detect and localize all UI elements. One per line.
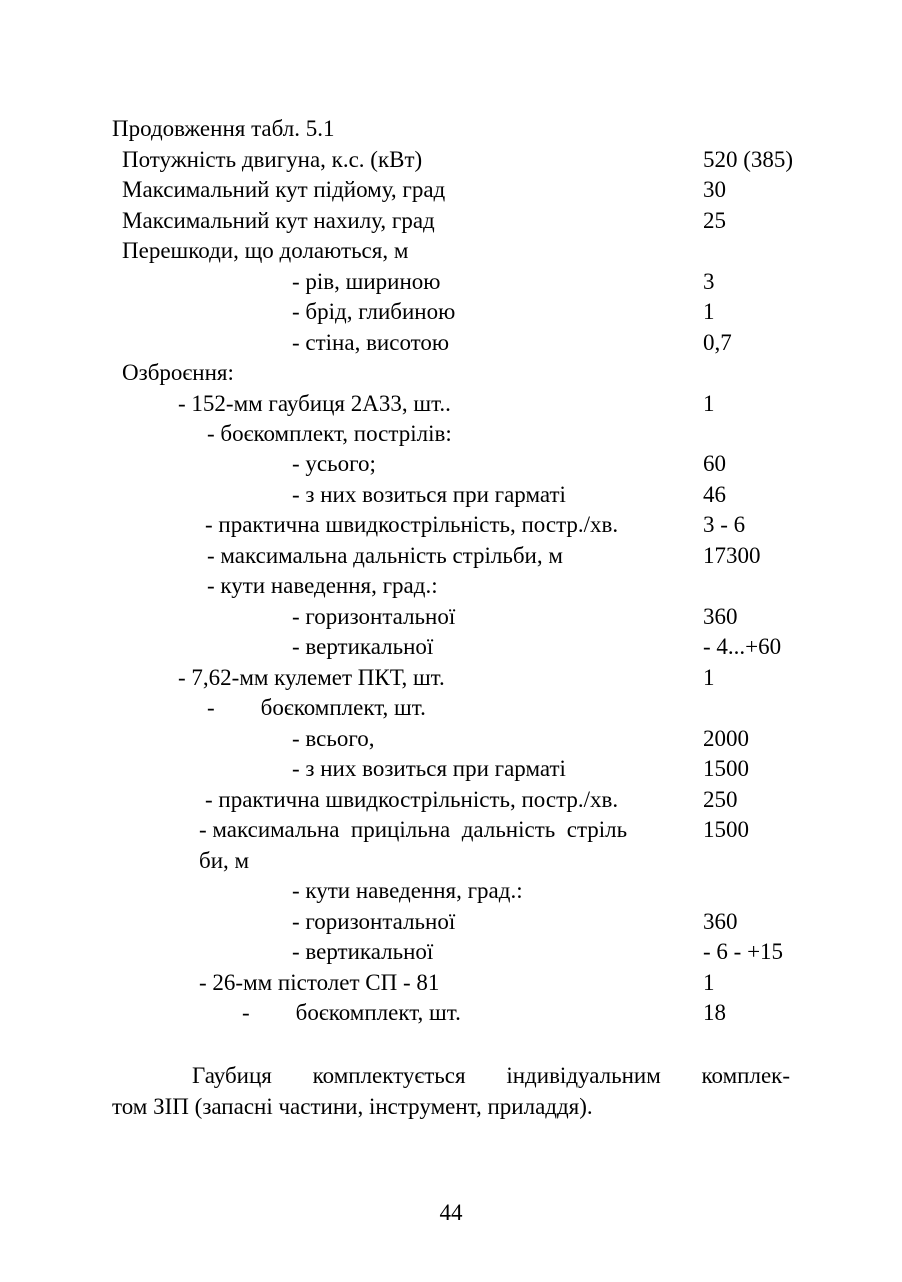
table-caption: Продовження табл. 5.1 xyxy=(112,116,335,141)
row-label: - 7,62-мм кулемет ПКТ, шт. xyxy=(178,665,445,690)
row-label: Максимальний кут нахилу, град xyxy=(122,208,435,233)
note-line-2: том ЗІП (запасні частини, інструмент, приладдя). xyxy=(112,1093,593,1119)
row-value: 25 xyxy=(703,208,726,233)
row-label: - горизонтальної xyxy=(292,909,456,934)
row-label: - з них возиться при гарматі xyxy=(292,756,566,781)
row-label: - з них возиться при гарматі xyxy=(292,482,566,507)
row-value: 250 xyxy=(703,787,738,812)
note-paragraph xyxy=(112,1061,790,1122)
row-label: - стіна, висотою xyxy=(292,330,450,355)
row-value: 1500 xyxy=(703,756,749,781)
row-value: 1500 xyxy=(703,817,749,842)
row-value: - 6 - +15 xyxy=(703,939,784,964)
row-label: - вертикальної xyxy=(292,939,434,964)
row-value: 1 xyxy=(703,299,715,324)
row-label: - 26-мм пістолет СП - 81 xyxy=(199,970,440,995)
row-label: - кути наведення, град.: xyxy=(207,573,438,598)
row-label: - максимальна прицільна дальність стріль xyxy=(199,817,628,842)
row-value: 1 xyxy=(703,391,715,416)
page-number: 44 xyxy=(439,1200,463,1225)
row-value: 60 xyxy=(703,451,726,476)
row-label: - вертикальної xyxy=(292,634,434,659)
row-value: 360 xyxy=(703,909,738,934)
row-label: - усього; xyxy=(292,451,376,476)
row-value: 30 xyxy=(703,177,726,202)
row-value: 18 xyxy=(703,1000,726,1025)
row-label: - боєкомплект, шт. xyxy=(242,1000,461,1025)
row-label: - кути наведення, град.: xyxy=(292,878,523,903)
row-label: - рів, шириною xyxy=(292,269,441,294)
row-label: - горизонтальної xyxy=(292,604,456,629)
row-label: Перешкоди, що долаються, м xyxy=(122,238,409,263)
row-value: 360 xyxy=(703,604,738,629)
row-label: - боєкомплект, пострілів: xyxy=(207,421,452,446)
row-label: Потужність двигуна, к.с. (кВт) xyxy=(122,147,423,172)
row-value: 0,7 xyxy=(703,330,732,355)
row-value: 2000 xyxy=(703,726,749,751)
row-label: - боєкомплект, шт. xyxy=(207,695,426,720)
row-label: - максимальна дальність стрільби, м xyxy=(207,543,563,568)
row-label: Озброєння: xyxy=(122,360,234,385)
row-value: - 4...+60 xyxy=(703,634,782,659)
row-label: - 152-мм гаубиця 2А33, шт.. xyxy=(178,391,451,416)
row-label: - всього, xyxy=(292,726,375,751)
row-value: 1 xyxy=(703,665,715,690)
note-line-1: Гаубиця комплектується індивідуальним комплек- xyxy=(192,1063,790,1088)
row-value: 3 - 6 xyxy=(703,512,746,537)
row-value: 46 xyxy=(703,482,726,507)
row-label: би, м xyxy=(199,848,250,873)
row-label: - практична швидкострільність, постр./хв. xyxy=(205,512,619,537)
row-value: 3 xyxy=(703,269,715,294)
row-label: - брід, глибиною xyxy=(292,299,456,324)
row-label: Максимальний кут підйому, град xyxy=(122,177,446,202)
row-value: 1 xyxy=(703,970,715,995)
row-label: - практична швидкострільність, постр./хв. xyxy=(205,787,619,812)
row-value: 17300 xyxy=(703,543,761,568)
row-value: 520 (385) xyxy=(703,147,794,172)
